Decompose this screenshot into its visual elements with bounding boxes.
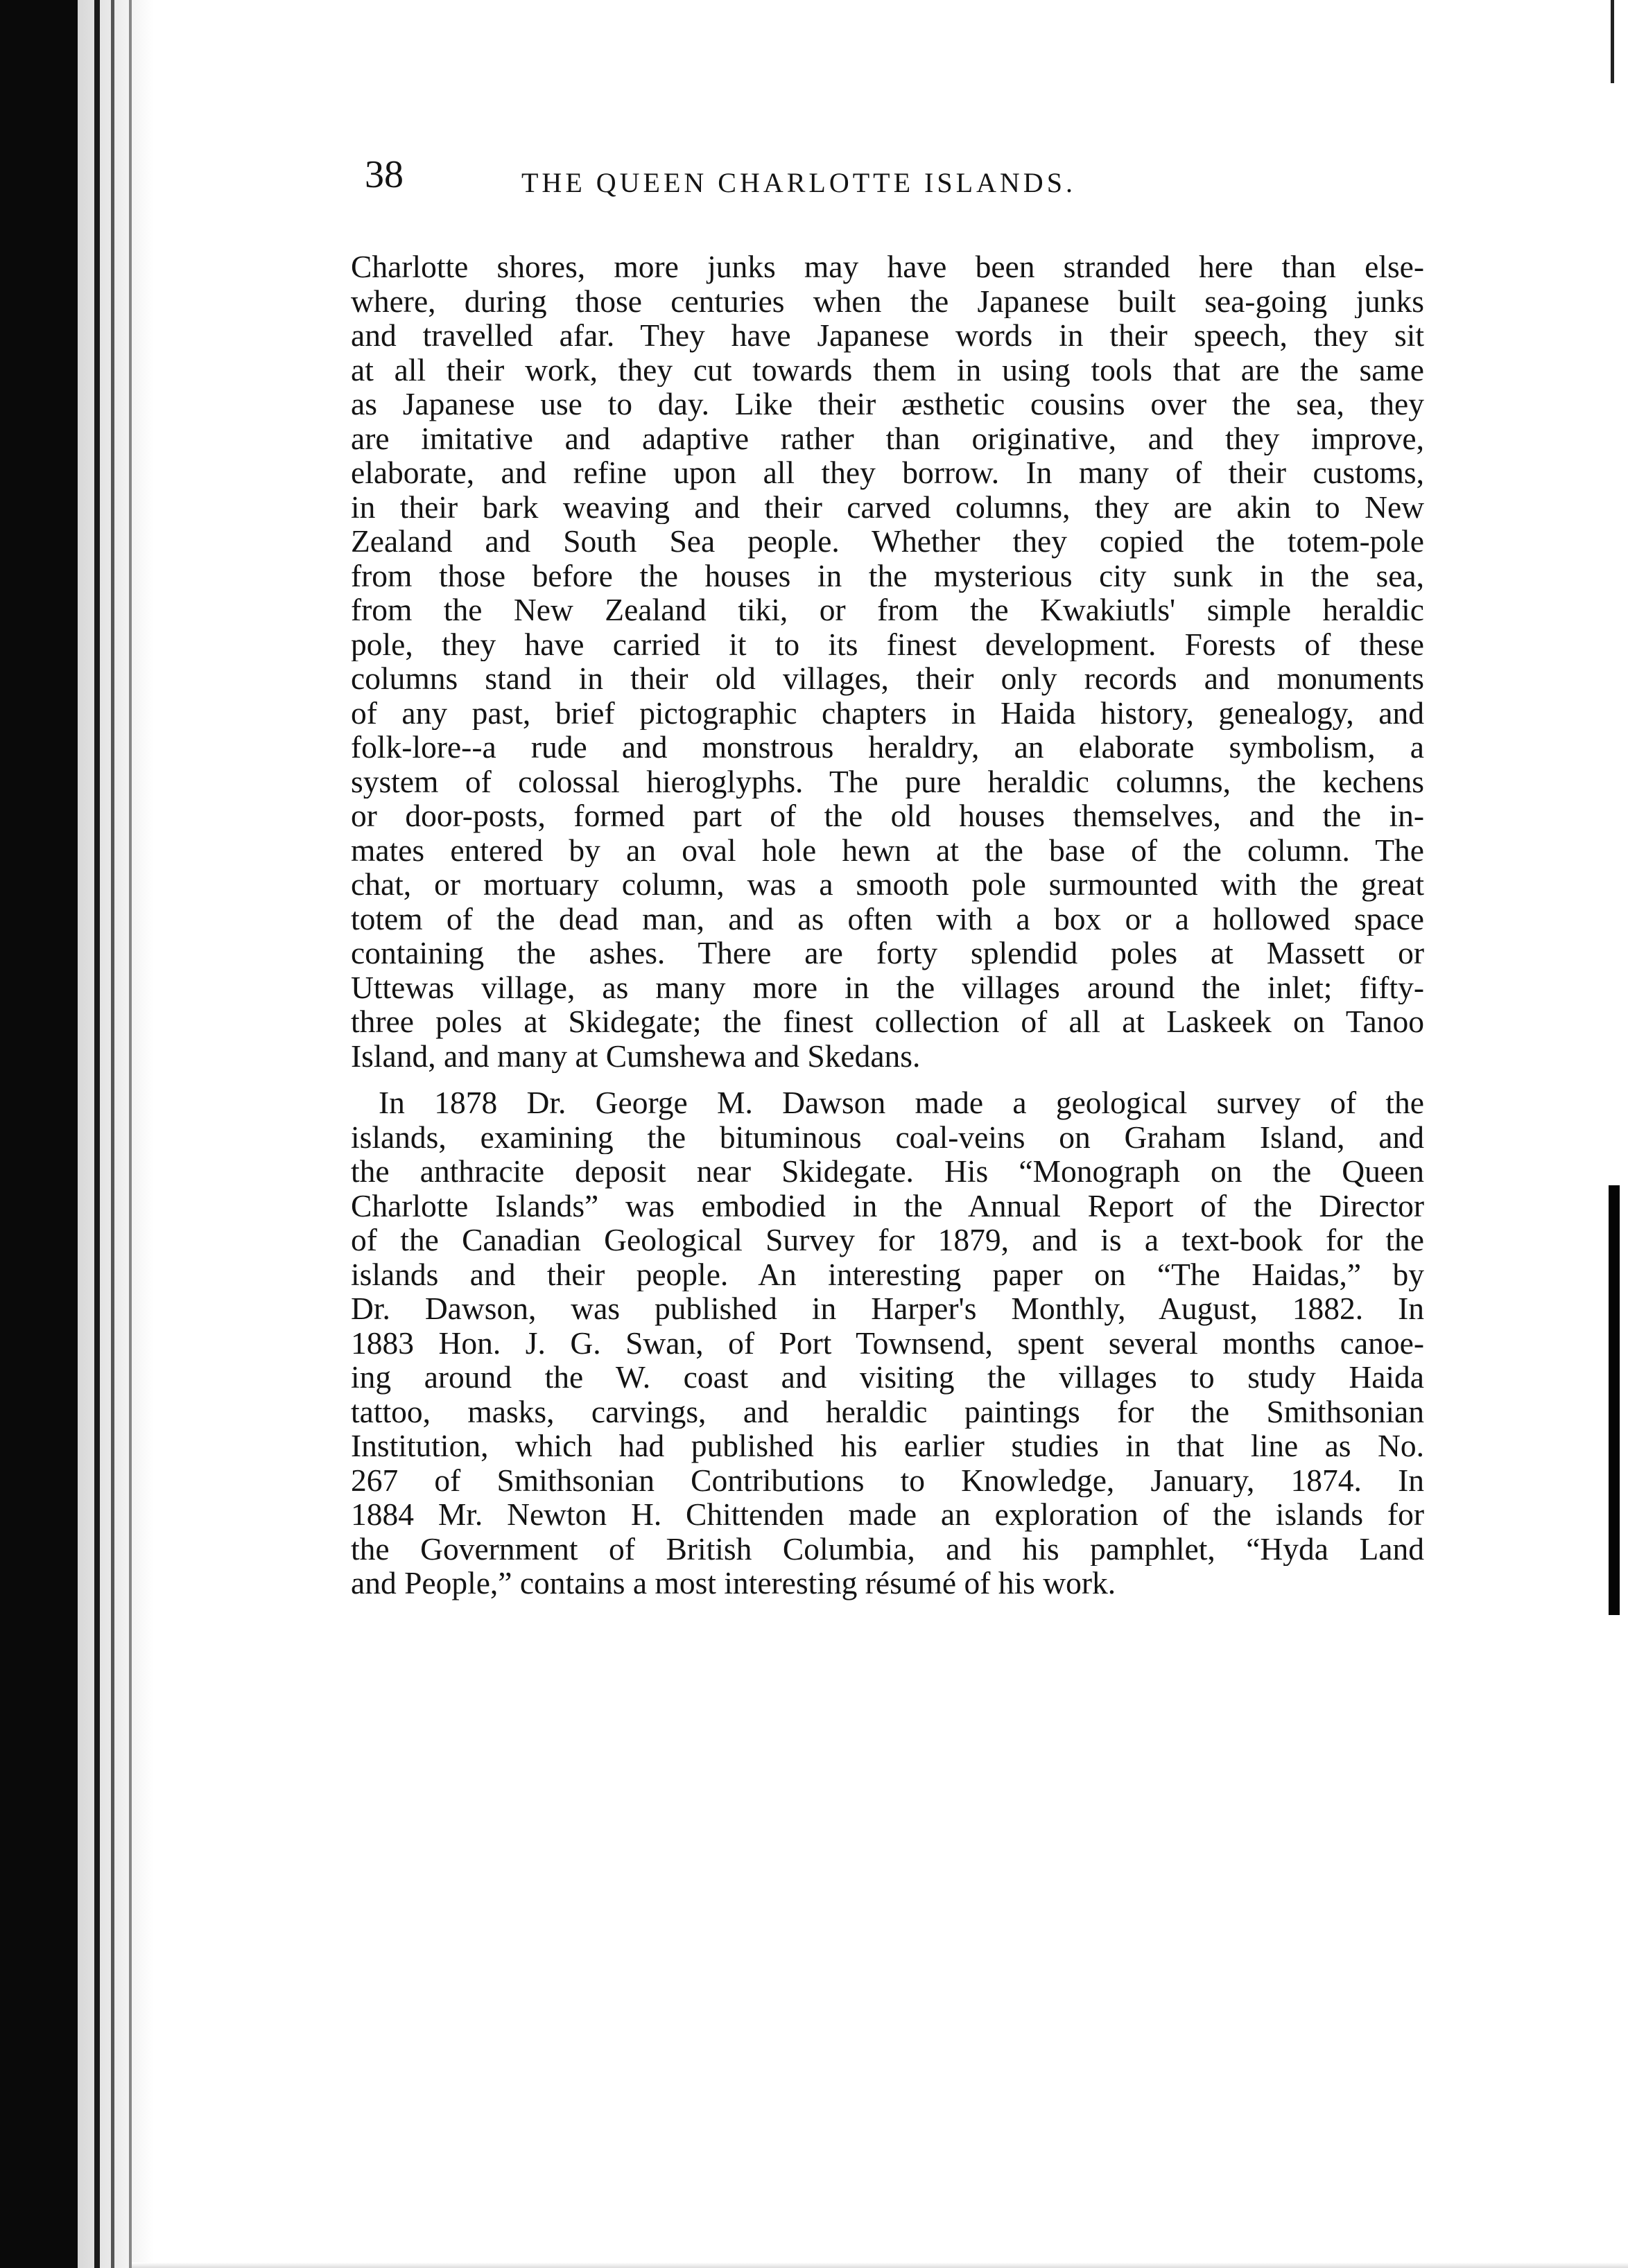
text-line: Island, and many at Cumshewa and Skedans. xyxy=(351,1038,921,1073)
text-line: chat, or mortuary column, was a smooth pole surmounted with the great xyxy=(351,867,1424,902)
scan-binding-edge xyxy=(0,0,78,2268)
scan-gutter-line xyxy=(111,0,114,2268)
text-line: columns stand in their old villages, their only records and monuments xyxy=(351,661,1424,696)
paragraph-gap xyxy=(351,1073,1424,1085)
text-line: folk-lore--a rude and monstrous heraldry, an elaborate symbolism, a xyxy=(351,730,1424,765)
scan-gutter-line xyxy=(129,0,132,2268)
text-line: and travelled afar. They have Japanese words in their speech, they sit xyxy=(351,318,1424,353)
text-line: where, during those centuries when the Japanese built sea-going junks xyxy=(351,284,1424,318)
scan-edge-bar xyxy=(1609,1185,1620,1615)
text-line: islands and their people. An interesting paper on “The Haidas,” by xyxy=(351,1257,1424,1291)
scan-gutter-line xyxy=(94,0,100,2268)
text-line: are imitative and adaptive rather than originative, and they improve, xyxy=(351,421,1424,455)
text-line: Institution, which had published his earlier studies in that line as No. xyxy=(351,1429,1424,1463)
body-text xyxy=(351,250,1424,1600)
text-line: elaborate, and refine upon all they borrow. In many of their customs, xyxy=(351,455,1424,490)
text-line: of the Canadian Geological Survey for 1879, and is a text-book for the xyxy=(351,1223,1424,1257)
text-line: and People,” contains a most interesting résumé of his work. xyxy=(351,1566,1116,1600)
text-line: or door-posts, formed part of the old houses themselves, and the in- xyxy=(351,799,1424,833)
text-line: Uttewas village, as many more in the villages around the inlet; fifty- xyxy=(351,970,1424,1004)
text-line: system of colossal hieroglyphs. The pure heraldic columns, the kechens xyxy=(351,764,1424,799)
text-line: 1884 Mr. Newton H. Chittenden made an exploration of the islands for xyxy=(351,1497,1424,1532)
paragraph xyxy=(351,250,1424,1073)
text-line: mates entered by an oval hole hewn at the base of the column. The xyxy=(351,832,1424,867)
text-line: ing around the W. coast and visiting the villages to study Haida xyxy=(351,1360,1424,1395)
text-line: in their bark weaving and their carved columns, they are akin to New xyxy=(351,489,1424,524)
book-page xyxy=(351,152,1424,1600)
page-header xyxy=(351,152,1424,219)
text-line: at all their work, they cut towards them in using tools that are the same xyxy=(351,352,1424,387)
text-line: totem of the dead man, and as often with a box or a hollowed space xyxy=(351,901,1424,936)
scan-gutter-shadow xyxy=(78,0,154,2268)
text-line: of any past, brief pictographic chapters in Haida history, genealogy, and xyxy=(351,695,1424,730)
running-head: THE QUEEN CHARLOTTE ISLANDS. xyxy=(521,167,1076,198)
text-line: islands, examining the bituminous coal-veins on Graham Island, and xyxy=(351,1119,1424,1154)
text-line: containing the ashes. There are forty splendid poles at Massett or xyxy=(351,936,1424,970)
page-number: 38 xyxy=(365,153,404,196)
text-line: Zealand and South Sea people. Whether they copied the totem-pole xyxy=(351,524,1424,559)
text-line: from the New Zealand tiki, or from the Kwakiutls' simple heraldic xyxy=(351,593,1424,627)
text-line: Charlotte Islands” was embodied in the Annual Report of the Director xyxy=(351,1188,1424,1223)
text-line: the Government of British Columbia, and his pamphlet, “Hyda Land xyxy=(351,1531,1424,1566)
text-line: 1883 Hon. J. G. Swan, of Port Townsend, spent several months canoe- xyxy=(351,1325,1424,1360)
text-line: pole, they have carried it to its finest development. Forests of these xyxy=(351,627,1424,661)
text-line: as Japanese use to day. Like their æsthetic cousins over the sea, they xyxy=(351,387,1424,421)
text-line: Charlotte shores, more junks may have been stranded here than else- xyxy=(351,250,1424,284)
scan-page-bottom-edge xyxy=(132,2262,1628,2268)
text-line: tattoo, masks, carvings, and heraldic paintings for the Smithsonian xyxy=(351,1394,1424,1429)
scan-edge-mark xyxy=(1611,0,1614,83)
text-line: from those before the houses in the mysterious city sunk in the sea, xyxy=(351,558,1424,593)
paragraph xyxy=(351,1085,1424,1600)
text-line: the anthracite deposit near Skidegate. His “Monograph on the Queen xyxy=(351,1154,1424,1189)
text-line: Dr. Dawson, was published in Harper's Monthly, August, 1882. In xyxy=(351,1291,1424,1326)
text-line: In 1878 Dr. George M. Dawson made a geological survey of the xyxy=(379,1085,1424,1120)
text-line: 267 of Smithsonian Contributions to Knowledge, January, 1874. In xyxy=(351,1463,1424,1497)
text-line: three poles at Skidegate; the finest collection of all at Laskeek on Tanoo xyxy=(351,1004,1424,1039)
